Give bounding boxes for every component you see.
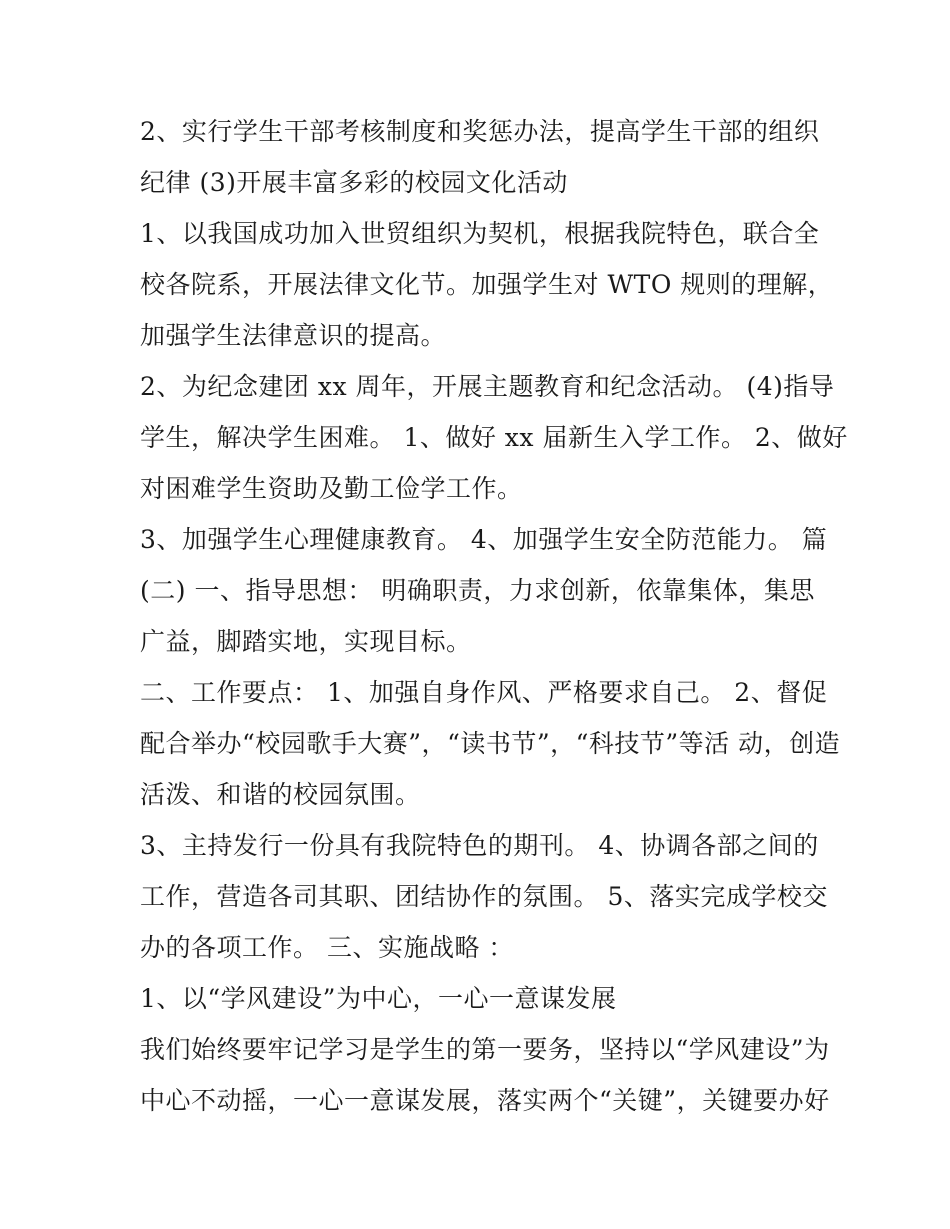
text-line: 纪律 (3)开展丰富多彩的校园文化活动	[140, 168, 568, 197]
text-line: 学生，解决学生困难。 1、做好 xx 届新生入学工作。 2、做好	[140, 423, 848, 452]
text-line: 2、为纪念建团 xx 周年，开展主题教育和纪念活动。 (4)指导	[140, 372, 835, 401]
text-line: 1、以我国成功加入世贸组织为契机，根据我院特色，联合全	[140, 219, 820, 248]
text-line: 二、工作要点： 1、加强自身作风、严格要求自己。 2、督促	[140, 678, 828, 707]
text-line: 广益，脚踏实地，实现目标。	[140, 627, 472, 656]
text-line: 对困难学生资助及勤工俭学工作。	[140, 474, 523, 503]
text-line: 办的各项工作。 三、实施战略 ：	[140, 933, 514, 962]
text-line: 配合举办“校园歌手大赛”，“读书节”，“科技节”等活 动，创造	[140, 729, 841, 758]
text-line: 3、加强学生心理健康教育。 4、加强学生安全防范能力。 篇	[140, 525, 828, 554]
text-line: 3、主持发行一份具有我院特色的期刊。 4、协调各部之间的	[140, 831, 819, 860]
text-line: 活泼、和谐的校园氛围。	[140, 780, 421, 809]
text-line: 加强学生法律意识的提高。	[140, 321, 447, 350]
text-line: 中心不动摇，一心一意谋发展，落实两个“关键”，关键要办好	[140, 1086, 830, 1115]
text-line: 我们始终要牢记学习是学生的第一要务，坚持以“学风建设”为	[140, 1035, 830, 1064]
text-line: 2、实行学生干部考核制度和奖惩办法，提高学生干部的组织	[140, 117, 820, 146]
text-line: (二) 一、指导思想： 明确职责，力求创新，依靠集体，集思	[140, 576, 815, 605]
text-line: 1、以“学风建设”为中心，一心一意谋发展	[140, 984, 617, 1013]
document-body	[140, 106, 848, 1126]
text-line: 校各院系，开展法律文化节。加强学生对 WTO 规则的理解，	[140, 270, 834, 299]
text-line: 工作，营造各司其职、团结协作的氛围。 5、落实完成学校交	[140, 882, 828, 911]
